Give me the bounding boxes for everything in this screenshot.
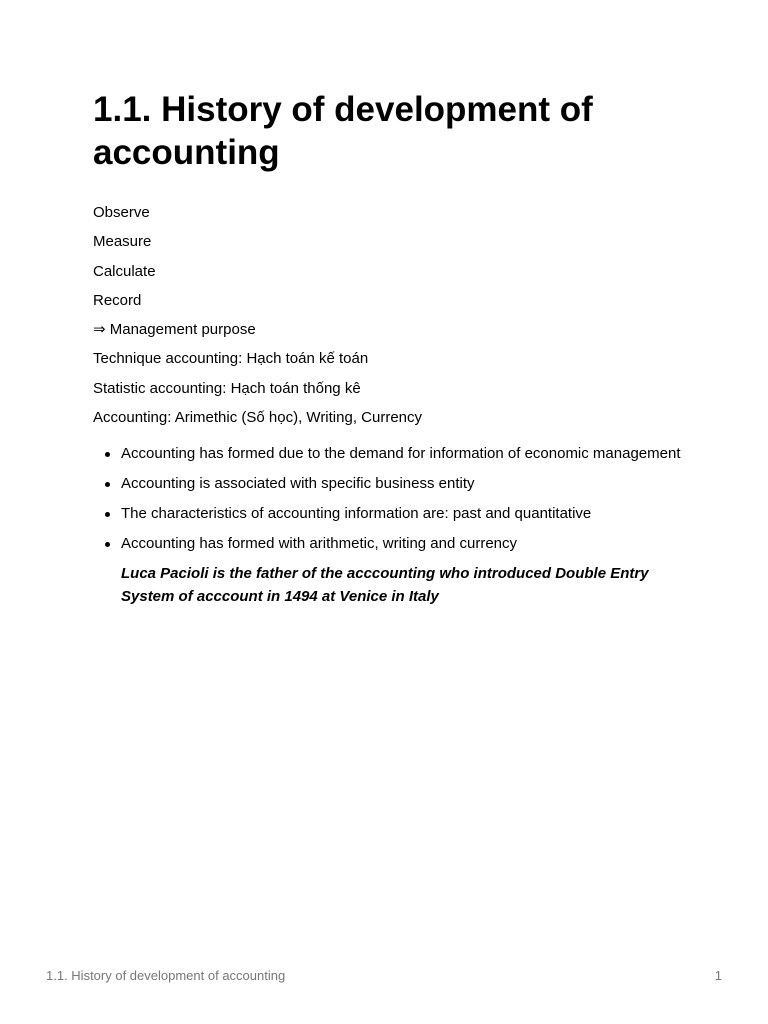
text-line: Statistic accounting: Hạch toán thống kê bbox=[93, 379, 361, 397]
highlight-note: Luca Pacioli is the father of the acccounting who introduced Double Entry System of acccount in 1494 at Venice in Italy bbox=[121, 565, 649, 606]
text-line: Technique accounting: Hạch toán kế toán bbox=[93, 350, 369, 368]
text-line: Measure bbox=[93, 233, 152, 251]
bullet-item: The characteristics of accounting information are: past and quantitative bbox=[121, 503, 683, 525]
text-line: ⇒ Management purpose bbox=[93, 321, 256, 339]
text-line: Accounting: Arimethic (Số học), Writing, Currency bbox=[93, 409, 423, 427]
footer-title: 1.1. History of development of accounting bbox=[46, 968, 286, 983]
page-title: 1.1. History of development of accounting bbox=[93, 90, 593, 172]
bullet-item: Accounting has formed due to the demand for information of economic management bbox=[121, 443, 683, 465]
document-body bbox=[93, 88, 683, 608]
text-line: Record bbox=[93, 291, 142, 309]
text-line: Calculate bbox=[93, 262, 156, 280]
bullet-item: Accounting is associated with specific business entity bbox=[121, 473, 683, 495]
page-number: 1 bbox=[714, 968, 722, 983]
text-lines bbox=[93, 204, 683, 427]
bullet-list bbox=[93, 443, 683, 555]
bullet-item: Accounting has formed with arithmetic, writing and currency bbox=[121, 533, 683, 555]
text-line: Observe bbox=[93, 204, 150, 221]
